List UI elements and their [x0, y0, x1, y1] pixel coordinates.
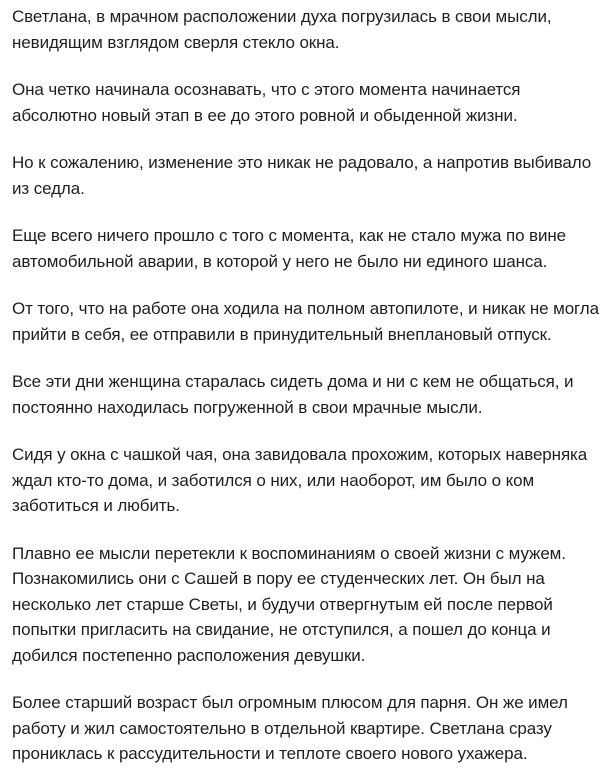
paragraph-1: Светлана, в мрачном расположении духа погрузилась в свои мысли, невидящим взглядом сверля стекло окна.	[12, 7, 552, 52]
paragraph-6: Все эти дни женщина старалась сидеть дома и ни с кем не общаться, и постоянно находилась погруженной в свои мрачные мысли.	[12, 372, 574, 417]
paragraph-2: Она четко начинала осознавать, что с этого момента начинается абсолютно новый этап в ее до этого ровной и обыденной жизни.	[12, 80, 521, 125]
paragraph-4: Еще всего ничего прошло с того с момента, как не стало мужа по вине автомобильной аварии, в которой у него не было ни единого шанса.	[12, 226, 567, 271]
paragraph-3: Но к сожалению, изменение это никак не радовало, а напротив выбивало из седла.	[12, 153, 592, 198]
paragraph-8: Плавно ее мысли перетекли к воспоминаниям о своей жизни с мужем. Познакомились они с Сашей в пору ее студенческих лет. Он был на несколько лет старше Светы, и будучи отвергнутым ей после первой попытки пригласить на свидание, не отступился, а пошел до конца и добился постепенно расположения девушки.	[12, 543, 566, 665]
paragraph-9: Более старший возраст был огромным плюсом для парня. Он же имел работу и жил самостоятельно в отдельной квартире. Светлана сразу прониклась к рассудительности и теплоте своего нового ухажера.	[12, 693, 568, 763]
paragraph-5: От того, что на работе она ходила на полном автопилоте, и никак не могла прийти в себя, ее отправили в принудительный внеплановый отпуск.	[12, 299, 599, 344]
paragraph-7: Сидя у окна с чашкой чая, она завидовала прохожим, которых наверняка ждал кто-то дома, и заботился о них, или наоборот, им было о ком заботиться и любить.	[12, 445, 588, 515]
article-body	[12, 0, 608, 767]
